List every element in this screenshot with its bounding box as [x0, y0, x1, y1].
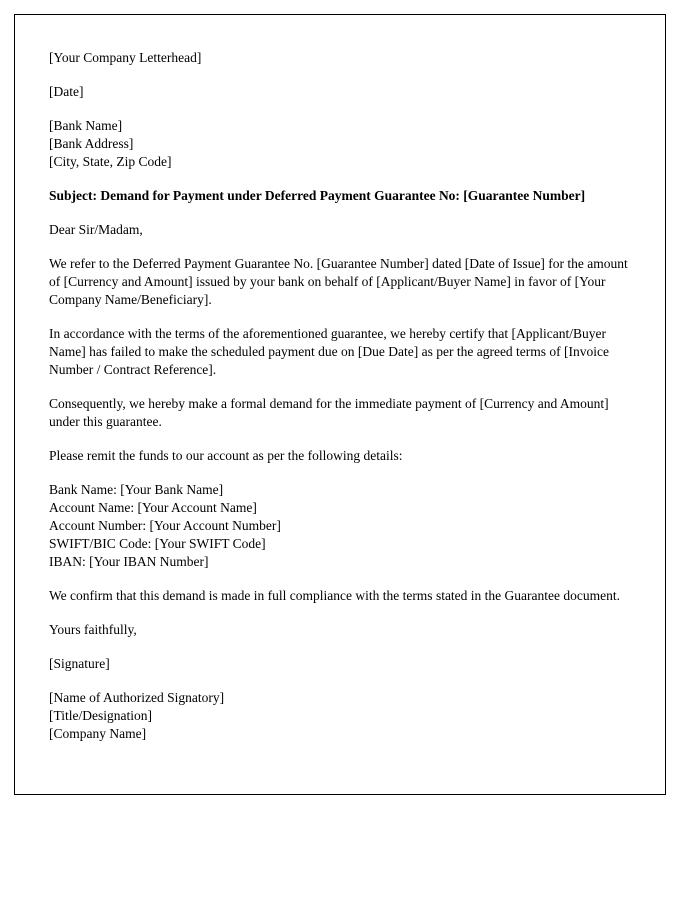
letterhead: [Your Company Letterhead] — [49, 50, 202, 65]
recipient-address — [49, 117, 629, 171]
salutation: Dear Sir/Madam, — [49, 222, 143, 237]
signature-placeholder: [Signature] — [49, 656, 110, 671]
signatory-title: [Title/Designation] — [49, 708, 152, 723]
paragraph-remit-intro: Please remit the funds to our account as per the following details: — [49, 448, 403, 463]
letter-page — [14, 14, 666, 795]
account-detail-swift-code: SWIFT/BIC Code: [Your SWIFT Code] — [49, 536, 266, 551]
recipient-bank-address: [Bank Address] — [49, 136, 134, 151]
date-line: [Date] — [49, 84, 84, 99]
recipient-city-state-zip: [City, State, Zip Code] — [49, 154, 172, 169]
signatory-block — [49, 689, 629, 743]
paragraph-reference: We refer to the Deferred Payment Guarantee No. [Guarantee Number] dated [Date of Issue] for the amount of [Currency and Amount] issued by your bank on behalf of [Applicant/Buyer Name] in favor of [Your Company Name/Beneficiary]. — [49, 256, 628, 307]
signatory-name: [Name of Authorized Signatory] — [49, 690, 225, 705]
subject-line: Subject: Demand for Payment under Deferred Payment Guarantee No: [Guarantee Number] — [49, 188, 586, 203]
account-detail-account-number: Account Number: [Your Account Number] — [49, 518, 281, 533]
account-detail-iban: IBAN: [Your IBAN Number] — [49, 554, 209, 569]
paragraph-demand: Consequently, we hereby make a formal demand for the immediate payment of [Currency and Amount] under this guarantee. — [49, 396, 609, 429]
paragraph-compliance: We confirm that this demand is made in full compliance with the terms stated in the Guarantee document. — [49, 588, 620, 603]
closing: Yours faithfully, — [49, 622, 137, 637]
recipient-bank-name: [Bank Name] — [49, 118, 123, 133]
account-detail-bank-name: Bank Name: [Your Bank Name] — [49, 482, 224, 497]
account-detail-account-name: Account Name: [Your Account Name] — [49, 500, 257, 515]
account-details — [49, 481, 629, 571]
signatory-company: [Company Name] — [49, 726, 147, 741]
paragraph-certification: In accordance with the terms of the aforementioned guarantee, we hereby certify that [Applicant/Buyer Name] has failed to make the scheduled payment due on [Due Date] as per the agreed terms of [Invoice Number / Contract Reference]. — [49, 326, 610, 377]
